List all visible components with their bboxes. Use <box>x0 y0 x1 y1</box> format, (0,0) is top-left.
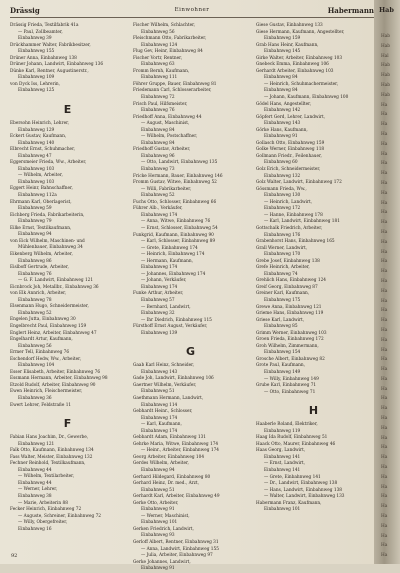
directory-entry: Einbahnweg 129 <box>18 127 55 133</box>
directory-entry: Friedhoff Anna, Einbahnweg 44 <box>133 114 202 120</box>
facing-page-line: Ha <box>381 494 388 500</box>
facing-page-line: Ha <box>381 141 388 147</box>
directory-entry: Friedhoff Gustav, Arbeiter, <box>133 147 191 153</box>
facing-page-heading: Hab <box>379 6 394 14</box>
directory-entry: Haack Otto, Maurer, Einbahnweg 46 <box>256 441 336 447</box>
directory-entry: Einbahnweg 84 <box>141 140 175 146</box>
directory-entry: Einbahnweg 170 <box>264 252 301 258</box>
directory-entry: Einbahnweg 109 <box>18 75 55 81</box>
directory-entry: Einbahnweg 47 <box>18 153 52 159</box>
directory-entry: Giese Gustav, Einbahnweg 133 <box>256 23 323 28</box>
directory-entry: — Heinrich, Landwirt, <box>264 199 313 205</box>
directory-entry: Einbahnweg 174 <box>141 284 178 290</box>
facing-page-line: Ha <box>381 278 388 284</box>
directory-entry: Eislboff Gertrude, Arbeiter, <box>10 265 69 271</box>
directory-entry: Drüner Anna, Einbahnweg 138 <box>10 55 77 61</box>
directory-entry: Gebhardt Heinr., Schlosser, <box>133 409 193 415</box>
directory-entry: — Wilhelm, Arbeiter, <box>18 173 63 179</box>
directory-entry: Einbahnweg 94 <box>18 232 52 238</box>
directory-entry: Gnebeck Emma, Einbahnweg 106 <box>256 62 329 68</box>
facing-page-line: Ha <box>381 396 388 402</box>
directory-entry: Einbahnweg 143 <box>264 121 301 127</box>
facing-page-line: Ha <box>381 112 388 118</box>
directory-entry: Grab Hans Heinr, Kaufmann, <box>256 42 319 48</box>
facing-page-line: Ha <box>381 102 388 108</box>
facing-page-line: Hab <box>381 92 391 98</box>
directory-entry: Einbahnweg 101 <box>141 520 178 526</box>
directory-entry: Groen Frieda, Einbahnweg 172 <box>256 337 324 343</box>
directory-entry: — Dr., Landwirt, Einbahnweg 138 <box>264 481 338 487</box>
directory-entry: Fromm Gustav, Witwe, Einbahnweg 52 <box>133 180 217 186</box>
directory-entry: Einbahnweg 76 <box>18 271 52 277</box>
directory-entry: Föhrer Gruppe, Bauer, Einbahnweg 81 <box>133 81 217 87</box>
directory-entry: — Paul, Zollbeamter, <box>18 29 63 35</box>
facing-page-line: Ha <box>381 514 388 520</box>
facing-page-line: Ha <box>381 367 388 373</box>
directory-entry: Englert Heinz, Arbeiter, Einbahnweg 47 <box>10 330 97 336</box>
facing-page-line: Ha <box>381 200 388 206</box>
facing-page-line: Ha <box>381 151 388 157</box>
directory-entry: Einbahnweg 32 <box>141 311 175 317</box>
directory-entry: Einbahnweg 142 <box>264 108 301 114</box>
directory-entry: Engelen Jutta, Einbahnweg 30 <box>10 317 76 323</box>
directory-entry: — Grete, Einbahnweg 174 <box>141 245 198 251</box>
directory-entry: Greiner Karl, Kaufmann, <box>256 291 310 297</box>
directory-entry: Einbahnweg 119 <box>264 428 301 434</box>
directory-entry: Haag Ida Rudolf, Einbahnweg 51 <box>256 435 328 441</box>
section-letter: G <box>185 345 196 359</box>
directory-entry: Eckert Gustav, Kaufmann, <box>10 134 67 140</box>
directory-entry: Einbahnweg 85 <box>264 324 298 330</box>
facing-page-line: Ha <box>381 259 388 265</box>
directory-entry: Einbahnweg 44 <box>18 467 52 473</box>
directory-entry: — Werner, Lehrer, <box>18 487 58 493</box>
directory-entry: — Ernst, Landwirt, <box>264 461 305 467</box>
directory-entry: Elbrecht Ernst, Schuhmacher, <box>10 147 75 153</box>
directory-entry: Einbahnweg 141 <box>264 468 301 473</box>
directory-entry: Einbahnweg 36 <box>18 395 52 401</box>
directory-entry: Einbahnweg 51 <box>141 389 175 395</box>
directory-entry: Einbahnweg 86 <box>18 258 52 264</box>
directory-entry: Einbahnweg 79 <box>18 219 52 225</box>
facing-page-line: Ha <box>381 386 388 392</box>
directory-entry: Fecker Heinrich, Einbahnweg 72 <box>10 507 82 513</box>
directory-entry: Einbahnweg 59 <box>18 206 52 212</box>
directory-entry: — Hermann, Kaufmann, <box>141 258 194 264</box>
directory-entry: Fuchs Otto, Schlosser, Einbahnweg 66 <box>133 199 217 205</box>
section-letter: E <box>63 103 72 117</box>
directory-entry: — Johann, Kaufmann, Einbahnweg 100 <box>264 95 349 101</box>
directory-entry: Gerloff Albert, Rentner, Einbahnweg 31 <box>133 540 219 546</box>
directory-entry: Grube Karl, Einbahnweg 71 <box>256 383 317 389</box>
section-letter: H <box>308 404 319 418</box>
directory-entry: Einbahnweg 149 <box>264 369 301 375</box>
directory-entry: Haaberle Roland, Elektriker, <box>256 422 318 428</box>
directory-entry: Grehlich Hans, Einbahnweg 124 <box>256 278 326 284</box>
directory-entry: Eicnbrock Joh, Metallbr., Einbahnweg 36 <box>10 284 99 290</box>
facing-page-line: Ha <box>381 455 388 461</box>
directory-entry: Einbahnweg 174 <box>141 415 178 421</box>
directory-entry: Eggersmeier Frieda, Ww., Arbeiter, <box>10 160 87 166</box>
facing-page-line: Ha <box>381 210 388 216</box>
directory-entry: Einbahnweg 172 <box>264 206 301 212</box>
directory-entry: Einbahnweg 114 <box>141 402 178 408</box>
facing-page-line: Ha <box>381 465 388 471</box>
directory-entry: Ewert Lehrer, Feldstraße 11 <box>10 402 72 408</box>
facing-page-line: Ha <box>381 474 388 480</box>
directory-entry: — Heinr., Arbeiter, Einbahnweg 174 <box>141 448 219 454</box>
directory-entry: Engelhardt Artur, Kaufmann, <box>10 337 73 343</box>
directory-entry: Fürsthoff Ernst August, Verkäufer, <box>133 324 208 330</box>
facing-page-line: Ha <box>381 190 388 196</box>
directory-entry: Einbahnweg 132 <box>264 173 301 179</box>
directory-entry: Gaab Karl Heinz, Schneider, <box>133 363 195 369</box>
directory-entry: Einbahnweg 44 <box>18 480 52 486</box>
directory-entry: Essmann Hermann, Arbeiter, Einbahnweg 98 <box>10 376 108 382</box>
facing-page-line: Ha <box>381 347 388 353</box>
facing-page-line: Hal <box>381 53 389 59</box>
directory-entry: Golke Werner, Einbahnweg 118 <box>256 147 325 153</box>
directory-entry: Einbahnweg 124 <box>141 42 178 48</box>
directory-entry: Funkgrid, Kaufmann, Einbahnweg 90 <box>133 232 214 238</box>
directory-entry: — Werner, Maschinist, <box>141 513 190 519</box>
directory-entry: — Grete, Einbahnweg 141 <box>264 474 321 480</box>
directory-entry: Gödel Hans, Angestellter, <box>256 101 312 107</box>
directory-entry: — Bernhard, Landwirt, <box>141 304 191 310</box>
directory-entry: — Willy, Obergefreiter, <box>18 520 68 526</box>
directory-entry: — Heinrich, Einbahnweg 174 <box>141 252 205 258</box>
directory-entry: Einbahnweg 94 <box>141 468 175 473</box>
directory-entry: Grosche Albert, Einbahnweg 82 <box>256 356 325 362</box>
directory-entry: — August, Maschinist, <box>141 121 190 127</box>
facing-page-line: Ha <box>381 445 388 451</box>
directory-entry: Einbahnweg 141 <box>264 454 301 460</box>
directory-entry: von Elk Annrich, Arbeiter, <box>10 291 67 297</box>
directory-entry: Gerdes Wilhelm, Arbeiter, <box>133 461 189 467</box>
directory-entry: Giese Hermann, Kaufmann, Angestellter, <box>256 29 345 35</box>
directory-entry: Einbahnweg 159 <box>264 36 301 42</box>
directory-entry: Görke Hans, Kaufmann, <box>256 127 308 133</box>
directory-entry: — Marie, Arbeiterin 88 <box>18 500 68 506</box>
directory-entry: Einbahnweg 145 <box>264 49 301 55</box>
directory-entry: von Dyck Iss, Lehrerin, <box>10 81 61 87</box>
section-letter: F <box>63 417 72 431</box>
directory-entry: — Ihr Diedrich, Einbahnweg 115 <box>141 317 212 323</box>
directory-entry: Gerhardt Arbeiter, Einbahnweg 103 <box>256 68 334 74</box>
directory-entry: — Auguste, Schreiner, Einbahnweg 72 <box>18 513 101 519</box>
directory-entry: Einbahnweg 74 <box>264 271 298 277</box>
directory-entry: Einbahnweg 104 <box>18 363 55 369</box>
directory-entry: Fricke Hermann, Bauer, Einbahnweg 146 <box>133 173 223 179</box>
directory-entry: Golz Erich, Schneidermeister, <box>256 167 321 173</box>
directory-entry: Fischer Wilhelm, Schlachter, <box>133 23 196 28</box>
directory-entry: Frisch Paul, Hilfsmeister, <box>133 101 188 107</box>
facing-page-line: Ha <box>381 131 388 137</box>
directory-entry: Ebersohn Heinrich, Lehrer, <box>10 121 69 127</box>
directory-entry: — Otto, Landwirt, Einbahnweg 135 <box>141 160 218 166</box>
directory-entry: Einbahnweg 174 <box>141 265 178 271</box>
directory-entry: Golz Walter, Landwirt, Einbahnweg 172 <box>256 180 342 186</box>
directory-entry: — Willy, Einbahnweg 149 <box>264 376 319 382</box>
directory-entry: Dünke Karl, Rentner, Augustinerstr., <box>10 68 89 74</box>
facing-page-line: Ha <box>381 239 388 245</box>
directory-entry: Einbahnweg 16 <box>18 526 52 532</box>
directory-entry: Etzold Rudolf, Arbeiter, Einbahnweg 90 <box>10 382 96 388</box>
directory-entry: Gaertner Wilhelm, Verkäufer, <box>133 382 197 388</box>
facing-page-line: Ha <box>381 308 388 314</box>
directory-entry: Gerhard Hildegard, Einbahnweg 80 <box>133 474 211 480</box>
directory-entry: Einbahnweg 174 <box>141 428 178 434</box>
directory-entry: Girke Walter, Arbeiter, Einbahnweg 103 <box>256 55 343 61</box>
directory-entry: Fromm Bernh, Kaufmann, <box>133 68 190 74</box>
header-rule <box>10 17 374 18</box>
directory-entry: Drässig Frieda, Textilfabrik 41a <box>10 23 79 28</box>
directory-entry: — Walter, Landwirt, Einbahnweg 133 <box>264 494 345 500</box>
facing-page-line: Ha <box>381 406 388 412</box>
directory-entry: Grebe Josef, Einbahnweg 138 <box>256 258 320 264</box>
directory-entry: Einbahnweg 121 <box>18 441 55 447</box>
directory-entry: Einbahnweg 57 <box>141 297 175 303</box>
facing-page-line: Hab <box>381 43 391 49</box>
facing-page-line: Ha <box>381 523 388 529</box>
header-first-name: Drässig <box>10 6 40 15</box>
directory-entry: Drückhammer Walter, Fabrikbesitzer, <box>10 42 91 48</box>
directory-entry: — Karl, Landwirt, Einbahnweg 181 <box>264 219 340 225</box>
directory-entry: Ermer Tell, Einbahnweg 76 <box>10 350 70 356</box>
directory-entry: Gerhard Heinz, Dr. med., Arzt, <box>133 481 199 487</box>
directory-entry: — Karl, Kaufmann, <box>141 422 182 428</box>
column-3 <box>256 23 371 514</box>
facing-page-line: Ha <box>381 357 388 363</box>
directory-entry: Einbahnweg 84 <box>141 127 175 133</box>
directory-entry: Göpfert Gerd, Lehrer, Landwirt, <box>256 114 326 120</box>
directory-entry: Einbahnweg 96 <box>141 153 175 159</box>
directory-entry: Falk Otto, Kaufmann, Einbahnweg 134 <box>10 448 94 454</box>
facing-page-line: Ha <box>381 288 388 294</box>
directory-entry: — G. F. Landwirt, Einbahnweg 121 <box>18 278 94 284</box>
directory-entry: Einbahnweg 56 <box>18 343 52 349</box>
directory-entry: Georg Arbeiter, Einbahnweg 104 <box>133 454 205 460</box>
facing-page-line: Hab <box>381 63 391 69</box>
directory-entry: Einbahnweg 154 <box>264 350 301 356</box>
directory-entry: Einbahnweg 63 <box>141 62 175 68</box>
directory-entry: Eilke Ernst, Textilkaufmann, <box>10 225 72 231</box>
facing-page-line: Ha <box>381 543 388 549</box>
directory-entry: Einbahnweg 51 <box>141 487 175 493</box>
facing-page-line: Ha <box>381 484 388 490</box>
facing-page-line: Ha <box>381 337 388 343</box>
directory-entry: — Willi, Fabrikarbeiter, <box>141 186 192 192</box>
directory-entry: Einbahnweg 73 <box>141 167 175 173</box>
facing-page-line: Ha <box>381 318 388 324</box>
directory-entry: Grall Werner, Landwirt, <box>256 245 308 251</box>
directory-entry: Einbahnweg 176 <box>264 232 301 238</box>
directory-entry: Fechner Reinhold, Textilkaufmann, <box>10 461 86 467</box>
directory-entry: Einbahnweg 91 <box>264 134 298 140</box>
directory-entry: Gerken Friedrich, Landwirt, <box>133 526 194 532</box>
directory-entry: Grewe Anna, Einbahnweg 121 <box>256 304 322 310</box>
column-2 <box>133 23 248 573</box>
page-number: 92 <box>11 553 18 559</box>
directory-entry: Funke Arthur, Arbeiter, <box>133 291 184 297</box>
directory-entry: Gollasch Otto, Einbahnweg 159 <box>256 140 325 146</box>
facing-page-line: Ha <box>381 435 388 441</box>
directory-entry: Einbahnweg 52 <box>18 310 52 316</box>
facing-page-line: Ha <box>381 533 388 539</box>
directory-entry: Einbahnweg 93 <box>141 533 175 539</box>
directory-entry: Greif Georg, Einbahnweg 87 <box>256 284 318 290</box>
directory-entry: Grefe Heinrich, Arbeiter, <box>256 265 310 271</box>
directory-entry: — Hans, Landwirt, Einbahnweg 138 <box>264 487 342 493</box>
directory-entry: Einbahnweg 52 <box>141 193 175 199</box>
directory-entry: Fleischmann Otto, Fabrikarbeiter, <box>133 36 207 42</box>
directory-entry: — Karl, Schlosser, Einbahnweg 89 <box>141 239 216 245</box>
directory-entry: Haas Georg, Landwirt, <box>256 448 306 454</box>
directory-entry: Gollmann Friedr., Feilenhauer, <box>256 153 322 159</box>
directory-entry: von Eick Wilhelm, Maschinen- und <box>10 238 85 244</box>
directory-entry: Einbahnweg 39 <box>18 36 52 42</box>
directory-entry: — Heinrich, Schuhmachermeister, <box>264 81 339 87</box>
directory-entry: Mühlenbauer, Einbahnweg 34 <box>18 245 83 251</box>
directory-entry: Einbahnweg 101 <box>264 507 301 513</box>
directory-entry: Groh Wilhelm, Zimmermann, <box>256 343 319 349</box>
directory-entry: Einbahnweg 139 <box>141 330 178 336</box>
directory-entry: Eschendorf Hedw, Ww., Arbeiter, <box>10 356 82 362</box>
directory-entry: Einbahnweg 130 <box>264 193 301 199</box>
facing-page-line: Ha <box>381 416 388 422</box>
directory-entry: Eikenberg Wilhelm, Arbeiter, <box>10 251 73 257</box>
facing-page-line: Ha <box>381 249 388 255</box>
directory-entry: Gebbardt Adam, Einbahnweg 131 <box>133 435 207 441</box>
directory-entry: Gerke Johannes, Landwirt, <box>133 559 191 565</box>
directory-entry: Flug Gev, Heinr, Einbahnweg 84 <box>133 49 203 55</box>
directory-entry: Führer Alb., Verkäufer, <box>133 206 183 212</box>
directory-entry: — Anna, Witwe, Einbahnweg 76 <box>141 219 211 225</box>
directory-entry: Gössmann Frieda, Ww., <box>256 186 307 192</box>
facing-page-line: Ha <box>381 161 388 167</box>
directory-entry: Ehrmann Karl, Oberlagerist, <box>10 199 72 205</box>
directory-entry: Fabian Hans Joachim, Dr., Gewerbe, <box>10 435 89 441</box>
facing-page-line: Hab <box>381 34 391 39</box>
directory-entry: Einbahnweg 56 <box>141 29 175 35</box>
facing-page-edge-text <box>381 32 399 561</box>
header-last-name: Habermann <box>327 6 374 15</box>
directory-entry: Einbahnweg 78 <box>18 297 52 303</box>
directory-entry: — Johann, Verkäufer, <box>141 278 187 284</box>
facing-page-line: Ha <box>381 553 388 559</box>
facing-page-line: Ha <box>381 504 388 510</box>
directory-entry: Gerke Otto, Arbeiter, <box>133 500 179 506</box>
directory-entry: Esser Elisabeth, Arbeiter, Einbahnweg 76 <box>10 369 101 375</box>
directory-entry: Einbahnweg 91 <box>141 566 175 572</box>
facing-page-line: Ha <box>381 220 388 226</box>
facing-page-line: Ha <box>381 376 388 382</box>
directory-entry: — Wilhelm, Textilarbeiter, <box>18 474 75 480</box>
directory-entry: Engelbrecht Paul, Einbahnweg 159 <box>10 323 87 329</box>
directory-entry: Eggert Heinr, Bahnschaffner, <box>10 186 73 192</box>
directory-entry: Friedemann Carl, Schlosserarbeiter, <box>133 88 212 94</box>
facing-page-line: Ha <box>381 180 388 186</box>
directory-entry: Grimm Werner, Einbahnweg 103 <box>256 330 327 336</box>
directory-entry: Ewen Heinrich, Fleischermeister, <box>10 389 83 395</box>
directory-entry: Einbahnweg 76 <box>141 108 175 114</box>
facing-page-line: Hab <box>381 82 391 88</box>
directory-entry: Gade Joh, Landwirt, Einbahnweg 106 <box>133 376 214 382</box>
directory-entry: Einbahnweg 91 <box>141 507 175 513</box>
directory-entry: Einbahnweg 175 <box>264 297 301 303</box>
directory-entry: — Julia, Arbeiter, Einbahnweg 97 <box>141 553 213 559</box>
directory-entry: Einbahnweg 155 <box>18 49 55 55</box>
directory-entry: — Johannes, Einbahnweg 174 <box>141 271 206 277</box>
directory-entry: Einbahnweg 140 <box>18 140 55 146</box>
directory-entry: Einbahnweg 125 <box>18 88 55 94</box>
directory-entry: Einbahnweg 112a <box>18 193 57 199</box>
directory-entry: Einbahnweg 103 <box>18 179 55 185</box>
directory-entry: — Otto, Einbahnweg 71 <box>264 389 316 395</box>
directory-entry: Grieme Hans, Einbahnweg 119 <box>256 311 324 317</box>
facing-page-line: Ha <box>381 269 388 275</box>
directory-entry: Fischer Vortr, Rentner, <box>133 55 183 61</box>
directory-entry: Einbahnweg 174 <box>141 212 178 218</box>
directory-entry: Grabenhorst Hans, Einbahnweg 165 <box>256 239 335 245</box>
directory-entry: Einbahnweg 143 <box>141 369 178 375</box>
column-1 <box>10 23 125 533</box>
facing-page-line: Hab <box>381 73 391 79</box>
directory-entry: — Anna, Landwirt, Einbahnweg 155 <box>141 546 219 552</box>
facing-page-line: Ha <box>381 122 388 128</box>
header-section: Einwohner <box>174 7 210 13</box>
directory-entry: Drüner Johann, Landwirt, Einbahnweg 136 <box>10 62 104 68</box>
directory-entry: — Wilhelm, Postschaffner, <box>141 134 198 140</box>
directory-entry: Einbahnweg 111 <box>141 75 178 81</box>
facing-page-line: Ha <box>381 171 388 177</box>
directory-entry: Einbahnweg 60 <box>264 160 298 166</box>
directory-entry: Gerhardt Karl, Arbeiter, Einbahnweg 49 <box>133 494 220 500</box>
directory-entry: Eichberg Frieda, Fabrikarbeiterin, <box>10 212 85 218</box>
directory-entry: — Ernst, Schlosser, Einbahnweg 54 <box>141 225 218 231</box>
directory-entry: Gehrke Maria, Witwe, Einbahnweg 174 <box>133 441 219 447</box>
facing-page-line: Ha <box>381 425 388 431</box>
directory-entry: Griese Karl, Landwirt, <box>256 317 305 323</box>
directory-entry: Fass Walter, Meister, Einbahnweg 132 <box>10 454 93 460</box>
directory-entry: Einbahnweg 84 <box>264 88 298 94</box>
directory-entry: Einbahnweg 72 <box>141 95 175 101</box>
facing-page-line: Ha <box>381 298 388 304</box>
directory-entry: Einbahnweg 84 <box>264 75 298 81</box>
directory-entry: Gaethmann Hermann, Landwirt, <box>133 395 204 401</box>
directory-entry: — Hanne, Einbahnweg 178 <box>264 212 323 218</box>
facing-page-line: Ha <box>381 327 388 333</box>
facing-page-line: Ha <box>381 229 388 235</box>
directory-entry: Elsenmann Hugo, Schneidermeister, <box>10 304 89 310</box>
directory-entry: Grote Paul, Kaufmann, <box>256 363 305 369</box>
directory-entry: Gottschalk Friedrich, Arbeiter, <box>256 225 323 231</box>
directory-entry: Einbahnweg 38 <box>18 494 52 499</box>
directory-entry: Einbahnweg 103 <box>18 166 55 172</box>
directory-entry: Habermann Franz, Kaufmann, <box>256 500 322 506</box>
